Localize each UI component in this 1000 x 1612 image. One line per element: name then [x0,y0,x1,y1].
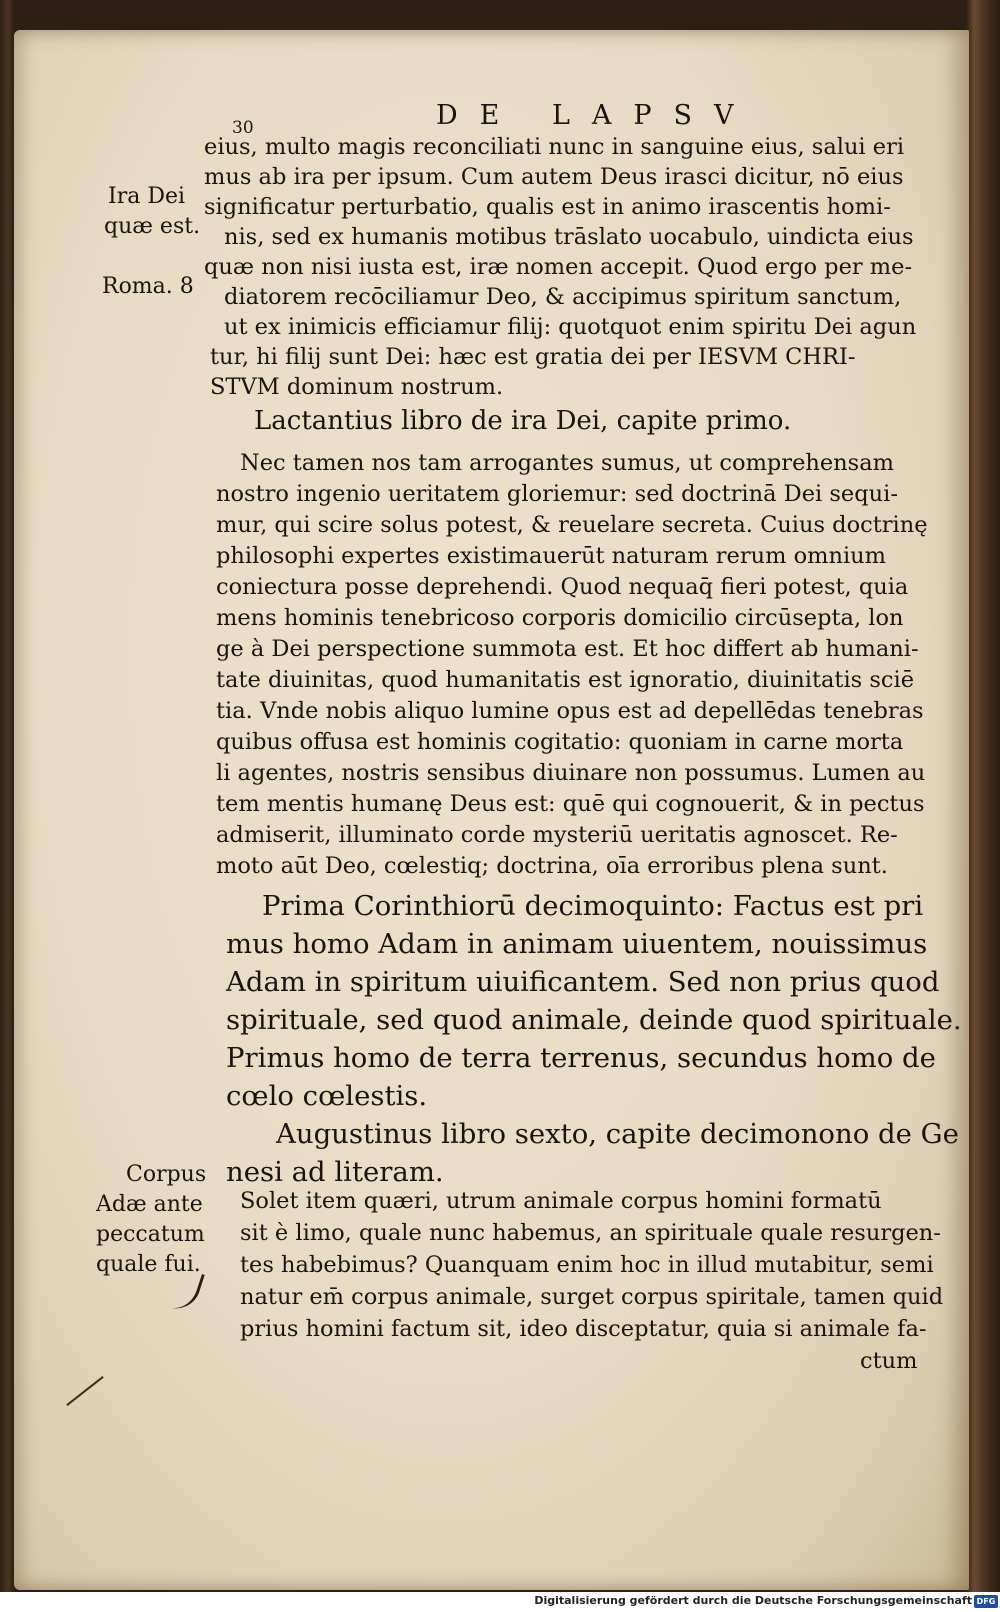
margin-note: quale fui. [96,1252,201,1277]
text-line: mus ab ira per ipsum. Cum autem Deus irasci dicitur, nō eius [204,164,904,190]
text-line: ge à Dei perspectione summota est. Et hoc differt ab humani- [216,636,919,662]
catchword: ctum [860,1348,918,1374]
text-line: moto aūt Deo, cœlestiq; doctrina, oīa erroribus plena sunt. [216,853,888,879]
book-page [14,30,969,1590]
running-head: DE LAPSV [436,100,756,131]
text-line: tes habebimus? Quanquam enim hoc in illud mutabitur, semi [240,1252,934,1278]
text-line: nis, sed ex humanis motibus trāslato uocabulo, uindicta eius [224,224,914,250]
text-line: mus homo Adam in animam uiuentem, nouissimus [226,928,928,960]
text-line: tia. Vnde nobis aliquo lumine opus est ad depellēdas tenebras [216,698,924,724]
ink-stroke [66,1376,103,1406]
text-line: li agentes, nostris sensibus diuinare non possumus. Lumen au [216,760,926,786]
margin-note: Adæ ante [96,1192,203,1217]
section-heading: nesi ad literam. [226,1156,444,1188]
dfg-logo: DFG [974,1595,998,1608]
page-number: 30 [232,118,254,138]
text-line: natur em̄ corpus animale, surget corpus spiritale, tamen quid [240,1284,944,1310]
text-line: Solet item quæri, utrum animale corpus homini formatū [240,1188,882,1214]
text-line: eius, multo magis reconciliati nunc in sanguine eius, salui eri [204,134,905,160]
footer-bar [0,1592,1000,1612]
text-line: STVM dominum nostrum. [210,374,504,400]
text-line: quæ non nisi iusta est, iræ nomen accepit. Quod ergo per me- [204,254,913,280]
text-line: Prima Corinthiorū decimoquinto: Factus est pri [262,890,924,922]
text-line: coniectura posse deprehendi. Quod nequaq̄ fieri potest, quia [216,574,909,600]
text-line: ut ex inimicis efficiamur filij: quotquot enim spiritu Dei agun [224,314,917,340]
text-line: Primus homo de terra terrenus, secundus homo de [226,1042,936,1074]
text-line: Nec tamen nos tam arrogantes sumus, ut comprehensam [240,450,894,476]
text-line: sit è limo, quale nunc habemus, an spirituale quale resurgen- [240,1220,941,1246]
margin-note: Corpus [126,1162,207,1187]
margin-note: peccatum [96,1222,205,1247]
text-line: significatur perturbatio, qualis est in animo irascentis homi- [204,194,891,220]
text-line: admiserit, illuminato corde mysteriū ueritatis agnoscet. Re- [216,822,898,848]
text-line: mur, qui scire solus potest, & reuelare secreta. Cuius doctrinę [216,512,928,538]
section-heading: Augustinus libro sexto, capite decimonono de Ge [276,1118,959,1150]
margin-note: Ira Dei [108,184,186,209]
text-line: tur, hi filij sunt Dei: hæc est gratia dei per IESVM CHRI- [210,344,856,370]
margin-note: quæ est. [104,214,201,239]
text-line: quibus offusa est hominis cogitatio: quoniam in carne morta [216,729,904,755]
text-line: tem mentis humanę Deus est: quē qui cognouerit, & in pectus [216,791,925,817]
footer-credit: Digitalisierung gefördert durch die Deutsche Forschungsgemeinschaft [534,1594,972,1607]
text-line: prius homini factum sit, ideo disceptatur, quia si animale fa- [240,1316,927,1342]
text-line: philosophi expertes existimauerūt naturam rerum omnium [216,543,886,569]
text-line: nostro ingenio ueritatem gloriemur: sed doctrinā Dei sequi- [216,481,898,507]
text-line: cœlo cœlestis. [226,1080,428,1112]
text-line: mens hominis tenebricoso corporis domicilio circūsepta, lon [216,605,904,631]
margin-note: Roma. 8 [102,274,194,299]
text-line: Adam in spiritum uiuificantem. Sed non prius quod [226,966,940,998]
section-heading: Lactantius libro de ira Dei, capite primo. [254,406,792,436]
text-line: diatorem recōciliamur Deo, & accipimus spiritum sanctum, [224,284,902,310]
text-line: tate diuinitas, quod humanitatis est ignoratio, diuinitatis sciē [216,667,915,693]
text-line: spirituale, sed quod animale, deinde quod spirituale. [226,1004,962,1036]
